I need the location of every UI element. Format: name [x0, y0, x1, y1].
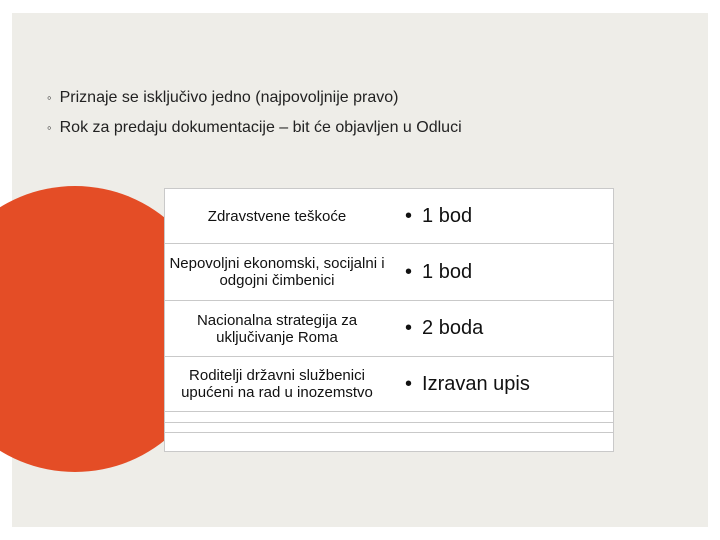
bullet-item-1 [47, 89, 398, 107]
points-value: 1 bod [422, 204, 473, 227]
table-row [165, 301, 613, 357]
criterion-cell: Nacionalna strategija za uključivanje Roma [196, 311, 358, 346]
bullet-text: Priznaje se isključivo jedno (najpovoljnije pravo) [59, 89, 399, 106]
criterion-cell: Roditelji državni službenici upućeni na rad u inozemstvo [181, 367, 373, 401]
criterion-cell: Zdravstvene teškoće [207, 207, 347, 225]
bullet-mark: • [405, 372, 413, 395]
criteria-table [164, 188, 614, 452]
table-row [165, 357, 613, 412]
points-cell [405, 189, 472, 243]
table-row-empty [165, 433, 613, 451]
table-row [165, 244, 613, 301]
table-row [165, 189, 613, 244]
bullet-mark: • [405, 260, 413, 283]
points-value: 1 bod [422, 260, 473, 283]
bullet-text: Rok za predaju dokumentacije – bit će objavljen u Odluci [59, 119, 462, 136]
points-cell [405, 357, 530, 411]
bullet-mark: • [405, 204, 413, 227]
bullet-item-2 [47, 119, 462, 137]
points-cell [405, 244, 472, 300]
table-row-empty [165, 412, 613, 423]
points-cell [405, 301, 483, 356]
points-value: 2 boda [422, 317, 484, 339]
table-row-empty [165, 423, 613, 433]
points-value: Izravan upis [422, 372, 530, 395]
bullet-mark: ◦ [47, 90, 52, 105]
bullet-mark: • [405, 317, 413, 339]
bullet-mark: ◦ [47, 120, 52, 135]
criterion-cell: Nepovoljni ekonomski, socijalni i odgojni čimbenici [169, 255, 385, 289]
